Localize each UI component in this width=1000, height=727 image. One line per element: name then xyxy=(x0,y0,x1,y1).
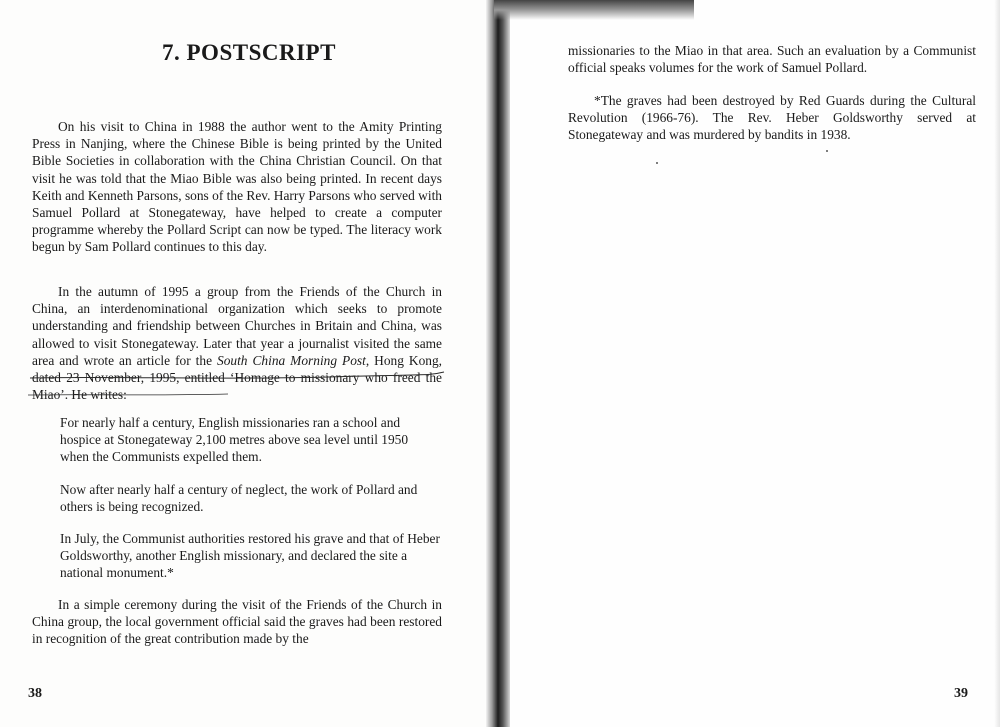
paragraph-2 xyxy=(32,283,442,403)
paragraph-3-text: In a simple ceremony during the visit of the Friends of the Church in China group, the local government official said the graves had been restored in recognition of the great contribution made by the xyxy=(32,597,442,647)
scan-speck xyxy=(656,162,658,164)
scan-speck xyxy=(826,150,828,152)
quote-1: For nearly half a century, English missionaries ran a school and hospice at Stonegateway 2,100 metres above sea level until 1950 when the Communists expelled them. xyxy=(60,415,409,465)
page-edge xyxy=(994,0,1000,727)
paragraph-1 xyxy=(32,118,442,256)
paragraph-2-text-before: In the autumn of 1995 a group from the Friends of the Church in China, an interdenominational organization which seeks to promote understanding and friendship between Churches in Britain and China, was allowed to visit Stonegateway. Later that year a journalist visited the same area and wrote an article for the xyxy=(32,284,442,368)
right-page xyxy=(506,0,1000,727)
paragraph-2-text-after: , Hong Kong, dated 23 November, 1995, entitled ‘Homage to missionary who freed the Miao’. He writes: xyxy=(32,352,442,403)
page-number-left: 38 xyxy=(28,686,42,701)
left-page xyxy=(0,0,494,727)
footnote: *The graves had been destroyed by Red Guards during the Cultural Revolution (1966-76). The Rev. Heber Goldsworthy served at Stonegateway and was murdered by bandits in 1938. xyxy=(568,93,976,143)
book-gutter xyxy=(486,0,510,727)
quote-3: In July, the Communist authorities restored his grave and that of Heber Goldsworthy, another English missionary, and declared the site a national monument.* xyxy=(60,531,440,581)
paragraph-1-text: On his visit to China in 1988 the author went to the Amity Printing Press in Nanjing, where the Chinese Bible is being printed by the United Bible Societies in collaboration with the China Christian Council. On that visit he was told that the Miao Bible was also being printed. In recent days Keith and Kenneth Parsons, sons of the Rev. Harry Parsons who served with Samuel Pollard at Stonegateway, have helped to create a computer programme whereby the Pollard Script can now be typed. The literacy work begun by Sam Pollard continues to this day. xyxy=(32,119,442,255)
continuation-paragraph: missionaries to the Miao in that area. Such an evaluation by a Communist official speaks volumes for the work of Samuel Pollard. xyxy=(568,43,976,76)
chapter-title: 7. POSTSCRIPT xyxy=(162,40,336,65)
scan-shadow xyxy=(494,0,694,20)
page-number-right: 39 xyxy=(954,686,968,701)
quote-2: Now after nearly half a century of neglect, the work of Pollard and others is being recognized. xyxy=(60,482,418,515)
paragraph-3 xyxy=(32,596,442,648)
publication-name: South China Morning Post xyxy=(217,352,366,368)
